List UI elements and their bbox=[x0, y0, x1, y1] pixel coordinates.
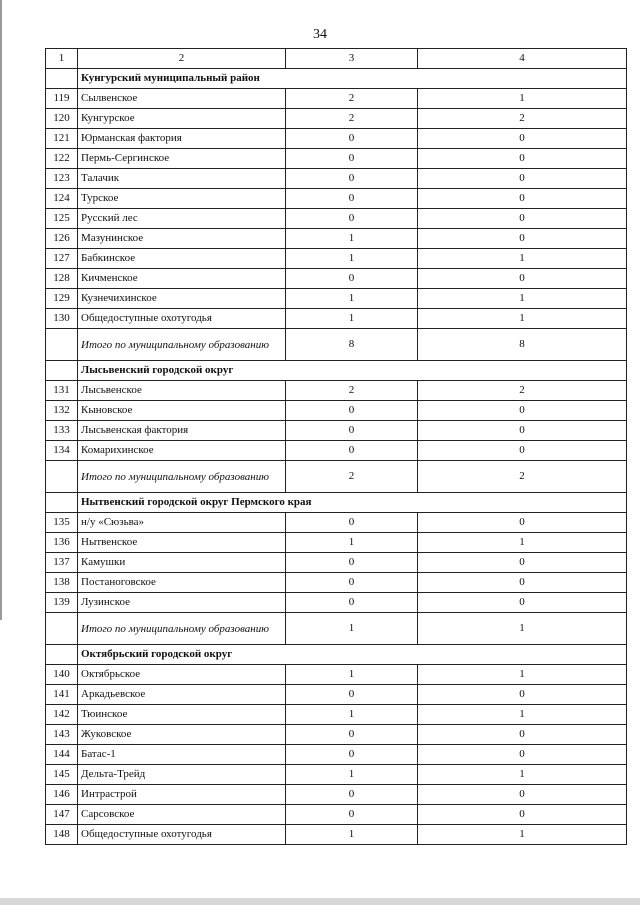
ground-name-cell: Кузнечихинское bbox=[78, 289, 286, 309]
row-number-cell: 126 bbox=[46, 229, 78, 249]
row-number-cell: 141 bbox=[46, 685, 78, 705]
value-col3-cell: 1 bbox=[286, 229, 418, 249]
table-row bbox=[46, 441, 627, 461]
table-body bbox=[46, 49, 627, 845]
row-number-cell: 147 bbox=[46, 805, 78, 825]
subtotal-label: Итого по муниципальному образованию bbox=[78, 613, 286, 645]
row-number-cell: 144 bbox=[46, 745, 78, 765]
table-row bbox=[46, 825, 627, 845]
value-col3-cell: 2 bbox=[286, 89, 418, 109]
value-col4-cell: 0 bbox=[418, 229, 627, 249]
ground-name-cell: Талачик bbox=[78, 169, 286, 189]
table-row bbox=[46, 169, 627, 189]
row-number-cell bbox=[46, 645, 78, 665]
table-row bbox=[46, 785, 627, 805]
table-row bbox=[46, 189, 627, 209]
value-col3-cell: 0 bbox=[286, 189, 418, 209]
row-number-cell bbox=[46, 493, 78, 513]
row-number-cell: 119 bbox=[46, 89, 78, 109]
value-col4-cell: 1 bbox=[418, 533, 627, 553]
table-row bbox=[46, 705, 627, 725]
row-number-cell: 137 bbox=[46, 553, 78, 573]
ground-name-cell: Кунгурское bbox=[78, 109, 286, 129]
value-col4-cell: 0 bbox=[418, 725, 627, 745]
scan-bottom-edge bbox=[0, 898, 640, 905]
table-row bbox=[46, 665, 627, 685]
section-title: Кунгурский муниципальный район bbox=[78, 69, 627, 89]
section-header-row bbox=[46, 69, 627, 89]
value-col3-cell: 0 bbox=[286, 785, 418, 805]
value-col4-cell: 0 bbox=[418, 785, 627, 805]
ground-name-cell: Сарсовское bbox=[78, 805, 286, 825]
table-row bbox=[46, 209, 627, 229]
value-col3-cell: 0 bbox=[286, 745, 418, 765]
value-col3-cell: 0 bbox=[286, 169, 418, 189]
table-row bbox=[46, 89, 627, 109]
subtotal-label: Итого по муниципальному образованию bbox=[78, 461, 286, 493]
ground-name-cell: Батас-1 bbox=[78, 745, 286, 765]
value-col3-cell: 2 bbox=[286, 381, 418, 401]
table-row bbox=[46, 513, 627, 533]
value-col3-cell: 0 bbox=[286, 725, 418, 745]
ground-name-cell: Лысьвенская фактория bbox=[78, 421, 286, 441]
row-number-cell: 139 bbox=[46, 593, 78, 613]
row-number-cell bbox=[46, 329, 78, 361]
value-col4-cell: 1 bbox=[418, 705, 627, 725]
value-col3-cell: 1 bbox=[286, 765, 418, 785]
ground-name-cell: Русский лес bbox=[78, 209, 286, 229]
value-col3-cell: 1 bbox=[286, 309, 418, 329]
ground-name-cell: Кыновское bbox=[78, 401, 286, 421]
value-col4-cell: 0 bbox=[418, 805, 627, 825]
table-row bbox=[46, 309, 627, 329]
hunting-grounds-table bbox=[45, 48, 627, 845]
row-number-cell: 146 bbox=[46, 785, 78, 805]
ground-name-cell: Постаноговское bbox=[78, 573, 286, 593]
ground-name-cell: Лысьвенское bbox=[78, 381, 286, 401]
table-row bbox=[46, 725, 627, 745]
section-title: Нытвенский городской округ Пермского края bbox=[78, 493, 627, 513]
ground-name-cell: Сылвенское bbox=[78, 89, 286, 109]
value-col4-cell: 0 bbox=[418, 269, 627, 289]
ground-name-cell: Комарихинское bbox=[78, 441, 286, 461]
value-col4-cell: 0 bbox=[418, 169, 627, 189]
table-row bbox=[46, 573, 627, 593]
row-number-cell bbox=[46, 613, 78, 645]
row-number-cell: 135 bbox=[46, 513, 78, 533]
subtotal-row bbox=[46, 613, 627, 645]
table-row bbox=[46, 533, 627, 553]
section-header-row bbox=[46, 361, 627, 381]
value-col3-cell: 1 bbox=[286, 533, 418, 553]
value-col4-cell: 1 bbox=[418, 665, 627, 685]
ground-name-cell: Октябрьское bbox=[78, 665, 286, 685]
row-number-cell: 136 bbox=[46, 533, 78, 553]
value-col4-cell: 2 bbox=[418, 381, 627, 401]
row-number-cell: 140 bbox=[46, 665, 78, 685]
ground-name-cell: Общедоступные охотугодья bbox=[78, 309, 286, 329]
table-row bbox=[46, 249, 627, 269]
value-col3-cell: 1 bbox=[286, 665, 418, 685]
value-col3-cell: 0 bbox=[286, 421, 418, 441]
row-number-cell: 143 bbox=[46, 725, 78, 745]
value-col4-cell: 0 bbox=[418, 401, 627, 421]
value-col4-cell: 1 bbox=[418, 249, 627, 269]
header-cell-3: 3 bbox=[286, 49, 418, 69]
section-title: Лысьвенский городской округ bbox=[78, 361, 627, 381]
ground-name-cell: Кичменское bbox=[78, 269, 286, 289]
row-number-cell: 132 bbox=[46, 401, 78, 421]
row-number-cell bbox=[46, 461, 78, 493]
ground-name-cell: Лузинское bbox=[78, 593, 286, 613]
value-col3-cell: 0 bbox=[286, 685, 418, 705]
value-col4-cell: 0 bbox=[418, 553, 627, 573]
subtotal-row bbox=[46, 329, 627, 361]
ground-name-cell: Общедоступные охотугодья bbox=[78, 825, 286, 845]
ground-name-cell: Турское bbox=[78, 189, 286, 209]
value-col4-cell: 1 bbox=[418, 289, 627, 309]
row-number-cell: 128 bbox=[46, 269, 78, 289]
row-number-cell: 121 bbox=[46, 129, 78, 149]
ground-name-cell: Тюинское bbox=[78, 705, 286, 725]
row-number-cell: 138 bbox=[46, 573, 78, 593]
row-number-cell bbox=[46, 361, 78, 381]
section-header-row bbox=[46, 645, 627, 665]
ground-name-cell: Дельта-Трейд bbox=[78, 765, 286, 785]
row-number-cell: 122 bbox=[46, 149, 78, 169]
row-number-cell: 129 bbox=[46, 289, 78, 309]
subtotal-row bbox=[46, 461, 627, 493]
table-row bbox=[46, 129, 627, 149]
table-row bbox=[46, 229, 627, 249]
value-col4-cell: 1 bbox=[418, 309, 627, 329]
value-col3-cell: 0 bbox=[286, 209, 418, 229]
value-col3-cell: 0 bbox=[286, 149, 418, 169]
value-col4-cell: 0 bbox=[418, 189, 627, 209]
subtotal-value-col4: 1 bbox=[418, 613, 627, 645]
value-col3-cell: 0 bbox=[286, 441, 418, 461]
page-number: 34 bbox=[313, 27, 327, 42]
value-col4-cell: 1 bbox=[418, 89, 627, 109]
section-title: Октябрьский городской округ bbox=[78, 645, 627, 665]
table-row bbox=[46, 149, 627, 169]
value-col4-cell: 0 bbox=[418, 209, 627, 229]
table-row bbox=[46, 593, 627, 613]
ground-name-cell: Бабкинское bbox=[78, 249, 286, 269]
row-number-cell: 142 bbox=[46, 705, 78, 725]
ground-name-cell: Нытвенское bbox=[78, 533, 286, 553]
header-cell-1: 1 bbox=[46, 49, 78, 69]
table-row bbox=[46, 421, 627, 441]
value-col3-cell: 0 bbox=[286, 269, 418, 289]
header-cell-2: 2 bbox=[78, 49, 286, 69]
row-number-cell: 133 bbox=[46, 421, 78, 441]
row-number-cell: 125 bbox=[46, 209, 78, 229]
table-row bbox=[46, 805, 627, 825]
table-row bbox=[46, 381, 627, 401]
value-col4-cell: 0 bbox=[418, 513, 627, 533]
table-row bbox=[46, 685, 627, 705]
table-row bbox=[46, 289, 627, 309]
row-number-cell: 131 bbox=[46, 381, 78, 401]
value-col4-cell: 0 bbox=[418, 573, 627, 593]
header-cell-4: 4 bbox=[418, 49, 627, 69]
value-col4-cell: 0 bbox=[418, 149, 627, 169]
row-number-cell: 127 bbox=[46, 249, 78, 269]
table-row bbox=[46, 269, 627, 289]
ground-name-cell: Аркадьевское bbox=[78, 685, 286, 705]
ground-name-cell: Жуковское bbox=[78, 725, 286, 745]
row-number-cell: 148 bbox=[46, 825, 78, 845]
subtotal-value-col3: 2 bbox=[286, 461, 418, 493]
ground-name-cell: Юрманская фактория bbox=[78, 129, 286, 149]
subtotal-value-col4: 8 bbox=[418, 329, 627, 361]
row-number-cell: 120 bbox=[46, 109, 78, 129]
subtotal-value-col4: 2 bbox=[418, 461, 627, 493]
table-row bbox=[46, 553, 627, 573]
value-col4-cell: 1 bbox=[418, 825, 627, 845]
value-col3-cell: 0 bbox=[286, 513, 418, 533]
ground-name-cell: Пермь-Сергинское bbox=[78, 149, 286, 169]
table-row bbox=[46, 745, 627, 765]
ground-name-cell: Мазунинское bbox=[78, 229, 286, 249]
row-number-cell bbox=[46, 69, 78, 89]
value-col3-cell: 0 bbox=[286, 593, 418, 613]
value-col3-cell: 0 bbox=[286, 129, 418, 149]
table-row bbox=[46, 765, 627, 785]
value-col3-cell: 2 bbox=[286, 109, 418, 129]
value-col3-cell: 1 bbox=[286, 249, 418, 269]
value-col3-cell: 0 bbox=[286, 805, 418, 825]
row-number-cell: 124 bbox=[46, 189, 78, 209]
value-col3-cell: 0 bbox=[286, 573, 418, 593]
table-row bbox=[46, 109, 627, 129]
row-number-cell: 130 bbox=[46, 309, 78, 329]
scan-edge-shadow bbox=[0, 0, 2, 620]
value-col4-cell: 0 bbox=[418, 745, 627, 765]
row-number-cell: 145 bbox=[46, 765, 78, 785]
section-header-row bbox=[46, 493, 627, 513]
value-col4-cell: 0 bbox=[418, 129, 627, 149]
subtotal-value-col3: 1 bbox=[286, 613, 418, 645]
value-col3-cell: 0 bbox=[286, 401, 418, 421]
value-col3-cell: 1 bbox=[286, 705, 418, 725]
ground-name-cell: н/у «Сюзьва» bbox=[78, 513, 286, 533]
value-col4-cell: 0 bbox=[418, 685, 627, 705]
value-col3-cell: 0 bbox=[286, 553, 418, 573]
value-col3-cell: 1 bbox=[286, 825, 418, 845]
value-col3-cell: 1 bbox=[286, 289, 418, 309]
value-col4-cell: 0 bbox=[418, 593, 627, 613]
table-header-row bbox=[46, 49, 627, 69]
row-number-cell: 134 bbox=[46, 441, 78, 461]
value-col4-cell: 2 bbox=[418, 109, 627, 129]
ground-name-cell: Интрастрой bbox=[78, 785, 286, 805]
value-col4-cell: 0 bbox=[418, 421, 627, 441]
subtotal-value-col3: 8 bbox=[286, 329, 418, 361]
row-number-cell: 123 bbox=[46, 169, 78, 189]
value-col4-cell: 1 bbox=[418, 765, 627, 785]
value-col4-cell: 0 bbox=[418, 441, 627, 461]
subtotal-label: Итого по муниципальному образованию bbox=[78, 329, 286, 361]
table-row bbox=[46, 401, 627, 421]
ground-name-cell: Камушки bbox=[78, 553, 286, 573]
